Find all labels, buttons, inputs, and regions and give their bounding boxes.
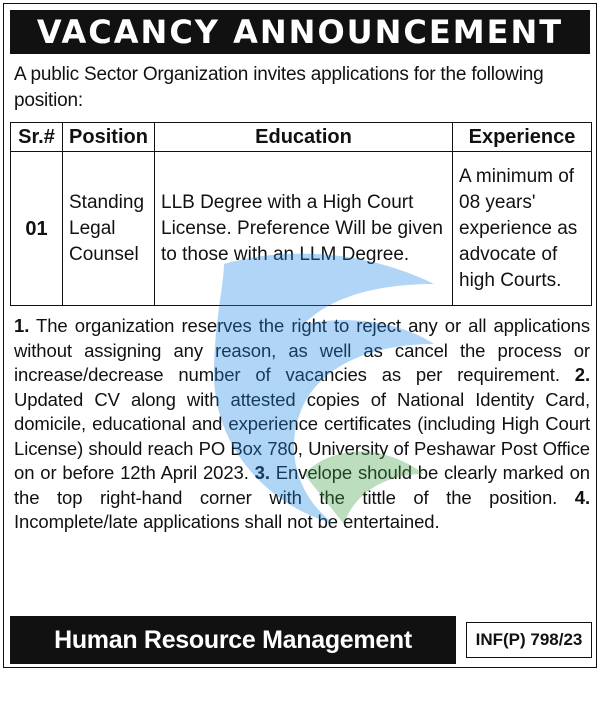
note-text: Updated CV along with attested copies of National Identity Card, domicile, educational and experience certificates (including High Court License) should reach PO Box 780, University of Peshawar Post Office on or before 12th April 2023. [14, 388, 590, 483]
announcement-banner: VACANCY ANNOUNCEMENT [10, 10, 590, 54]
header-position: Position [63, 123, 155, 152]
header-sr: Sr.# [11, 123, 63, 152]
terms-and-conditions [14, 314, 590, 535]
vacancy-table [10, 122, 592, 306]
table-row [11, 152, 592, 306]
note-number: 3. [254, 462, 270, 483]
header-education: Education [155, 123, 453, 152]
footer-section-title: Human Resource Management Section [10, 616, 456, 664]
cell-position: Standing Legal Counsel [63, 152, 155, 306]
note-text: Incomplete/late applications shall not be entertained. [14, 511, 440, 532]
cell-sr: 01 [11, 152, 63, 306]
note-text: Envelope should be clearly marked on the top right-hand corner with the tittle of the position. [14, 462, 590, 508]
note-number: 1. [14, 315, 30, 336]
vacancy-advertisement [3, 3, 597, 702]
note-text: The organization reserves the right to reject any or all applications without assigning any reason, as well as cancel the process or increase/decrease number of vacancies as per requirement. [14, 315, 590, 385]
cell-experience: A minimum of 08 years' experience as advocate of high Courts. [453, 152, 592, 306]
table-header-row [11, 123, 592, 152]
intro-text: A public Sector Organization invites applications for the following position: [14, 64, 544, 111]
reference-number: INF(P) 798/23 [466, 622, 592, 658]
note-number: 2. [574, 364, 590, 385]
cell-education: LLB Degree with a High Court License. Preference Will be given to those with an LLM Degree. [155, 152, 453, 306]
header-experience: Experience [453, 123, 592, 152]
note-number: 4. [574, 486, 590, 508]
